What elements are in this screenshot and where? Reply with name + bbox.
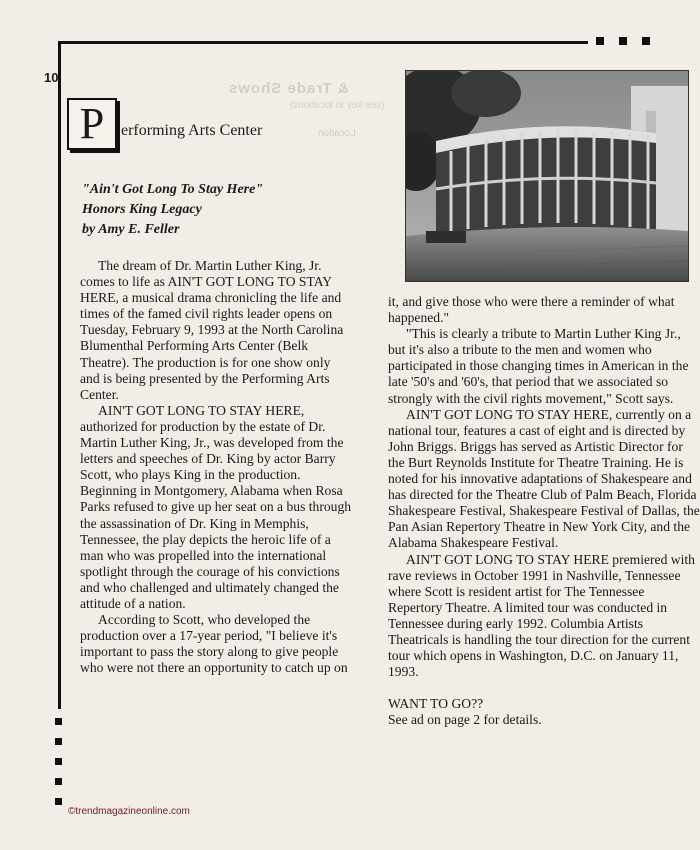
- article-paragraph: AIN'T GOT LONG TO STAY HERE, currently on a national tour, features a cast of eight and is directed by John Briggs. Briggs has served as Artistic Director for the Burt Reynolds Institute for Theatre Training. He is noted for his innovative adaptations of Shakespeare and has directed for the Theatre Club of Palm Beach, Florida Shakespeare Festival, Shakespeare Festival of Dallas, the Pan Asian Repertory Theatre in New York City, and the Alabama Shakespeare Festival.: [388, 406, 700, 551]
- theatre-building-photo: [405, 70, 689, 282]
- want-to-go-text: See ad on page 2 for details.: [388, 712, 542, 728]
- bleed-through-column: Location: [318, 128, 356, 139]
- top-rule: [58, 41, 588, 44]
- article-right-column: [388, 294, 700, 728]
- article-paragraph: it, and give those who were there a reminder of what happened.": [388, 294, 675, 326]
- bleed-through-title: & Trade Shows: [228, 80, 349, 97]
- article-left-column: [80, 258, 352, 676]
- article-paragraph: The dream of Dr. Martin Luther King, Jr. comes to life as AIN'T GOT LONG TO STAY HERE, a musical drama chronicling the life and times of the famed civil rights leader opens on Tuesday, February 9, 1993 at the North Carolina Blumenthal Performing Arts Center (Belk Theatre). The production is for one show only and is being presented by the Performing Arts Center.: [80, 258, 344, 402]
- footer-url: ©trendmagazineonline.com: [68, 806, 190, 817]
- article-paragraph: AIN'T GOT LONG TO STAY HERE, authorized for production by the estate of Dr. Martin Luther King, Jr., was developed from the letters and speeches of Dr. King by actor Barry Scott, who plays King in the production. Beginning in Montgomery, Alabama when Rosa Parks refused to give up her seat on a bus through the assassination of Dr. King in Memphis, Tennessee, the play depicts the heroic life of a man who was propelled into the international spotlight through the courage of his convictions and who challenged and ultimately changed the attitude of a nation.: [80, 402, 352, 611]
- article-subtitle: [82, 180, 382, 240]
- bleed-through-subtitle: (see key to locations): [290, 100, 385, 111]
- left-rule: [58, 41, 61, 709]
- theatre-building-icon: [406, 71, 688, 281]
- subtitle-line-2: Honors King Legacy: [82, 202, 202, 217]
- subtitle-line-1: "Ain't Got Long To Stay Here": [82, 182, 264, 197]
- subtitle-line-3: by Amy E. Feller: [82, 222, 180, 237]
- page-number: 10: [44, 70, 59, 85]
- heading-initial: P: [67, 98, 117, 150]
- article-paragraph: AIN'T GOT LONG TO STAY HERE premiered with rave reviews in October 1991 in Nashville, Tennessee where Scott is resident artist for The Tennessee Repertory Theatre. A limited tour was conducted in Tennessee during early 1992. Columbia Artists Theatricals is handling the tour direction for the current tour which opens in Washington, D.C. on January 11, 1993.: [388, 551, 695, 680]
- want-to-go-heading: WANT TO GO??: [388, 696, 484, 712]
- heading-title: erforming Arts Center: [121, 122, 263, 139]
- article-paragraph: According to Scott, who developed the production over a 17-year period, "I believe it's important to pass the story along to give people who were not there an opportunity to catch up on: [80, 612, 348, 676]
- top-dots: [596, 37, 650, 45]
- article-paragraph: "This is clearly a tribute to Martin Luther King Jr., but it's also a tribute to the men and women who participated in those changing times in American in the late '50's and '60's, that period that we associated so strongly with the civil rights movement," Scott says.: [388, 326, 689, 406]
- side-dots: [55, 718, 62, 805]
